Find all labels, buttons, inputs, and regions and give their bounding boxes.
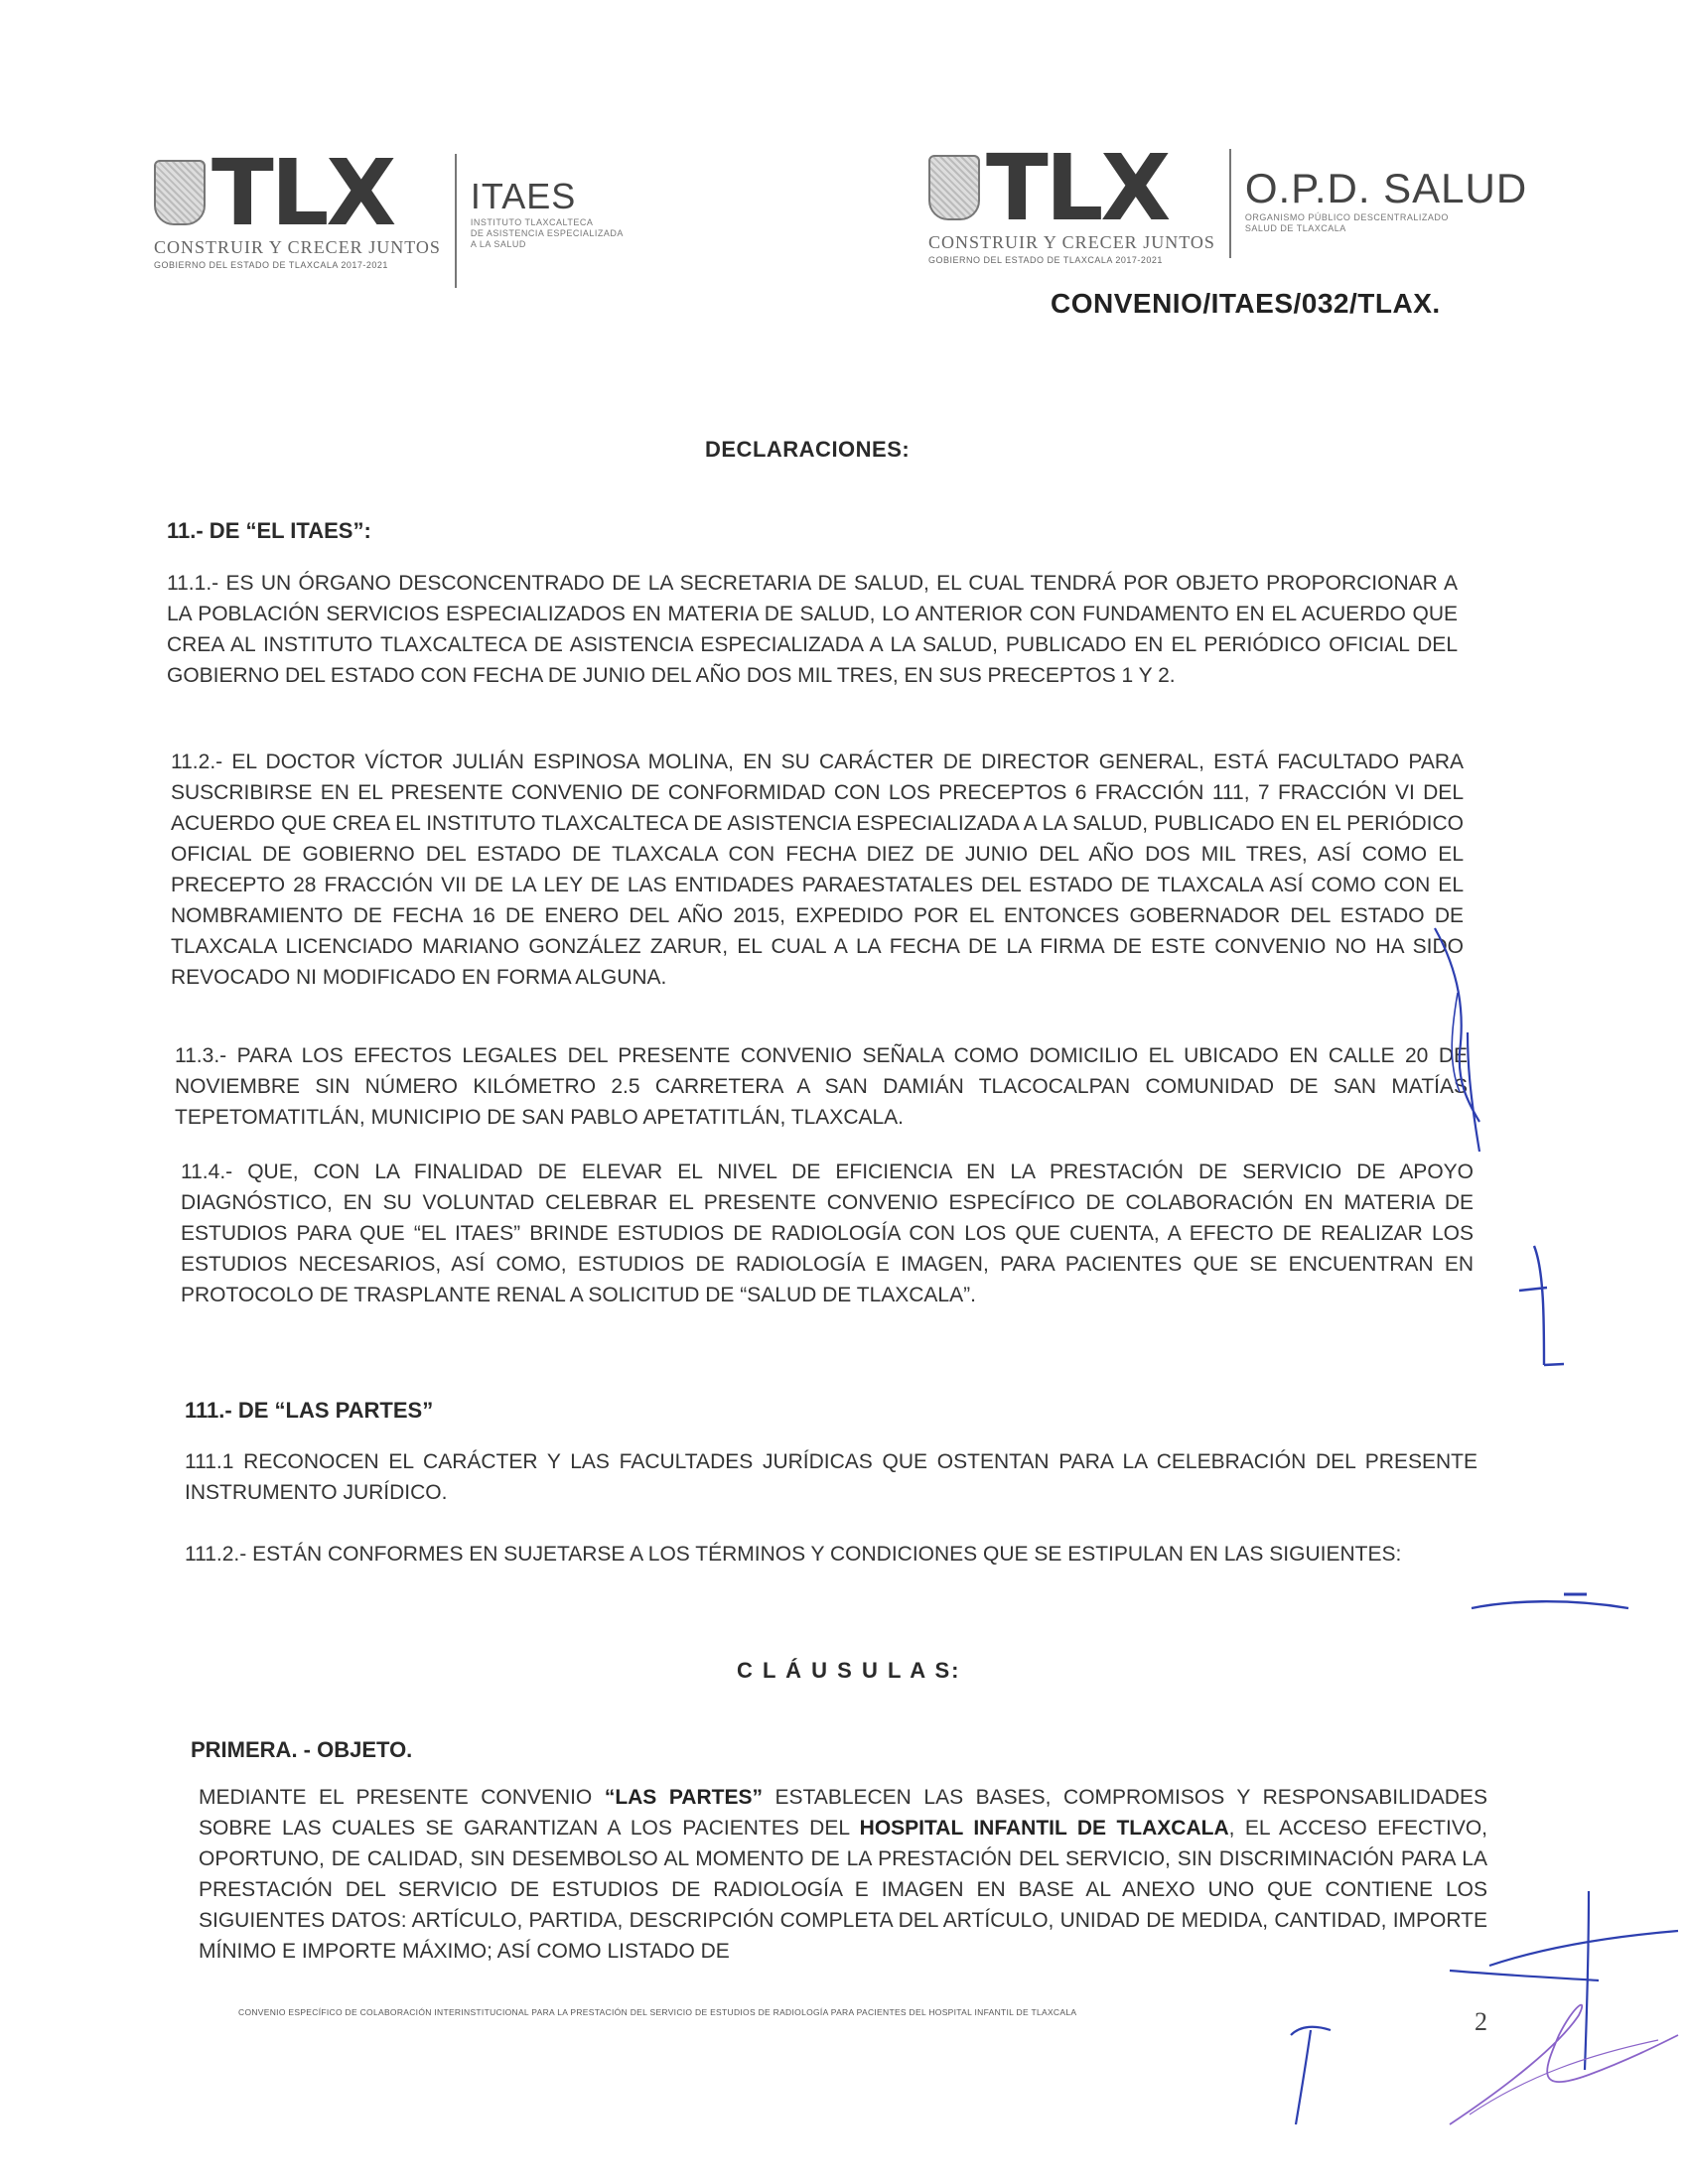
org-name: O.P.D. SALUD [1244,165,1528,211]
tlx-government: GOBIERNO DEL ESTADO DE TLAXCALA 2017-2021 [928,255,1163,265]
violet-flourish [1450,2005,1678,2124]
org-desc-1: INSTITUTO TLAXCALTECA [470,217,594,227]
clause-text: ESTABLECEN LAS BASES, COMPROMISOS Y RESPONSABILIDADES SOBRE LAS CUALES SE GARANTIZAN A LOS PACIENTES DEL [199,1786,1487,1840]
document-footer: CONVENIO ESPECÍFICO DE COLABORACIÓN INTERINSTITUCIONAL PARA LA PRESTACIÓN DEL SERVICIO DE ESTUDIOS DE RADIOLOGÍA PARA PACIENTES DEL HOSPITAL INFANTIL DE TLAXCALA [238,2007,1077,2017]
org-name: ITAES [470,176,577,216]
agreement-reference: CONVENIO/ITAES/032/TLAX. [1051,288,1441,319]
las-partes-bold: “LAS PARTES” [604,1786,763,1809]
org-desc-3: A LA SALUD [470,239,526,249]
tlx-tagline: CONSTRUIR Y CRECER JUNTOS [928,232,1215,252]
section-iii-heading: 111.- DE “LAS PARTES” [185,1398,434,1423]
primera-heading: PRIMERA. - OBJETO. [191,1737,413,1762]
org-desc-2: DE ASISTENCIA ESPECIALIZADA [470,228,624,238]
tlx-tagline: CONSTRUIR Y CRECER JUNTOS [154,237,441,257]
paragraph-11-1: 11.1.- ES UN ÓRGANO DESCONCENTRADO DE LA SECRETARIA DE SALUD, EL CUAL TENDRÁ POR OBJETO PROPORCIONAR A LA POBLACIÓN SERVICIOS ESPECIALIZADOS EN MATERIA DE SALUD, LO ANTERIOR CON FUNDAMENTO EN EL ACUERDO QUE CREA AL INSTITUTO TLAXCALTECA DE ASISTENCIA ESPECIALIZADA A LA SALUD, PUBLICADO EN EL PERIÓDICO OFICIAL DEL GOBIERNO DEL ESTADO CON FECHA DE JUNIO DEL AÑO DOS MIL TRES, EN SUS PRECEPTOS 1 Y 2. [167,572,1458,687]
clause-text: , EL ACCESO EFECTIVO, OPORTUNO, DE CALIDAD, SIN DESEMBOLSO AL MOMENTO DE LA PRESTACIÓN DEL SERVICIO, SIN DISCRIMINACIÓN PARA LA PRESTACIÓN DEL SERVICIO DE ESTUDIOS DE RADIOLOGÍA E IMAGEN EN BASE AL ANEXO UNO QUE CONTIENE LOS SIGUIENTES DATOS: ARTÍCULO, PARTIDA, DESCRIPCIÓN COMPLETA DEL ARTÍCULO, UNIDAD DE MEDIDA, CANTIDAD, IMPORTE MÍNIMO E IMPORTE MÁXIMO; ASÍ COMO LISTADO DE [199,1817,1487,1963]
initial-seven [1291,2027,1331,2124]
violet-flourish-2 [1470,2040,1658,2115]
tlx-brand: TLX [211,140,394,246]
paragraph-11-4: 11.4.- QUE, CON LA FINALIDAD DE ELEVAR EL NIVEL DE EFICIENCIA EN LA PRESTACIÓN DE SERVICIO DE APOYO DIAGNÓSTICO, EN SU VOLUNTAD CELEBRAR EL PRESENTE CONVENIO ESPECÍFICO DE COLABORACIÓN EN MATERIA DE ESTUDIOS PARA QUE “EL ITAES” BRINDE ESTUDIOS DE RADIOLOGÍA CON LOS QUE CUENTA, A EFECTO DE REALIZAR LOS ESTUDIOS NECESARIOS, ASÍ COMO, ESTUDIOS DE RADIOLOGÍA E IMAGEN, PARA PACIENTES QUE SE ENCUENTRAN EN PROTOCOLO DE TRASPLANTE RENAL A SOLICITUD DE “SALUD DE TLAXCALA”. [181,1160,1474,1306]
paragraph-11-3: 11.3.- PARA LOS EFECTOS LEGALES DEL PRESENTE CONVENIO SEÑALA COMO DOMICILIO EL UBICADO EN CALLE 20 DE NOVIEMBRE SIN NÚMERO KILÓMETRO 2.5 CARRETERA A SAN DAMIÁN TLACOCALPAN COMUNIDAD DE SAN MATÍAS TEPETOMATITLÁN, MUNICIPIO DE SAN PABLO APETATITLÁN, TLAXCALA. [175,1044,1468,1129]
tlx-brand: TLX [986,135,1169,241]
signature-stroke-2 [1452,993,1460,1092]
hospital-infantil-bold: HOSPITAL INFANTIL DE TLAXCALA [859,1817,1229,1840]
initial-mark [1519,1246,1564,1365]
paragraph-111-1: 111.1 RECONOCEN EL CARÁCTER Y LAS FACULTADES JURÍDICAS QUE OSTENTAN PARA LA CELEBRACIÓN DEL PRESENTE INSTRUMENTO JURÍDICO. [185,1450,1477,1504]
signature-stroke-1 [1435,928,1479,1152]
clause-text: MEDIANTE EL PRESENTE CONVENIO [199,1786,605,1809]
org-desc-1: ORGANISMO PÚBLICO DESCENTRALIZADO [1244,212,1449,222]
declaraciones-title: DECLARACIONES: [705,437,911,462]
section-ii-heading: 11.- DE “EL ITAES”: [167,518,371,543]
page-number: 2 [1475,2007,1487,2036]
paragraph-111-2: 111.2.- ESTÁN CONFORMES EN SUJETARSE A LOS TÉRMINOS Y CONDICIONES QUE SE ESTIPULAN EN LAS SIGUIENTES: [185,1543,1402,1566]
underline-stroke [1472,1601,1628,1608]
paragraph-11-2: 11.2.- EL DOCTOR VÍCTOR JULIÁN ESPINOSA MOLINA, EN SU CARÁCTER DE DIRECTOR GENERAL, ESTÁ FACULTADO PARA SUSCRIBIRSE EN EL PRESENTE CONVENIO DE CONFORMIDAD CON LOS PRECEPTOS 6 FRACCIÓN 111, 7 FRACCIÓN VI DEL ACUERDO QUE CREA EL INSTITUTO TLAXCALTECA DE ASISTENCIA ESPECIALIZADA A LA SALUD, PUBLICADO EN EL PERIÓDICO OFICIAL DE GOBIERNO DEL ESTADO DE TLAXCALA CON FECHA DIEZ DE JUNIO DEL AÑO DOS MIL TRES, ASÍ COMO EL PRECEPTO 28 FRACCIÓN VII DE LA LEY DE LAS ENTIDADES PARAESTATALES DEL ESTADO DE TLAXCALA ASÍ COMO CON EL NOMBRAMIENTO DE FECHA 16 DE ENERO DEL AÑO 2015, EXPEDIDO POR EL ENTONCES GOBERNADOR DEL ESTADO DE TLAXCALA LICENCIADO MARIANO GONZÁLEZ ZARUR, EL CUAL A LA FECHA DE LA FIRMA DE ESTE CONVENIO NO HA SIDO REVOCADO NI MODIFICADO EN FORMA ALGUNA. [171,751,1464,989]
clausulas-title: C L Á U S U L A S: [737,1658,961,1683]
tlx-government: GOBIERNO DEL ESTADO DE TLAXCALA 2017-2021 [154,260,388,270]
org-desc-2: SALUD DE TLAXCALA [1244,223,1346,233]
